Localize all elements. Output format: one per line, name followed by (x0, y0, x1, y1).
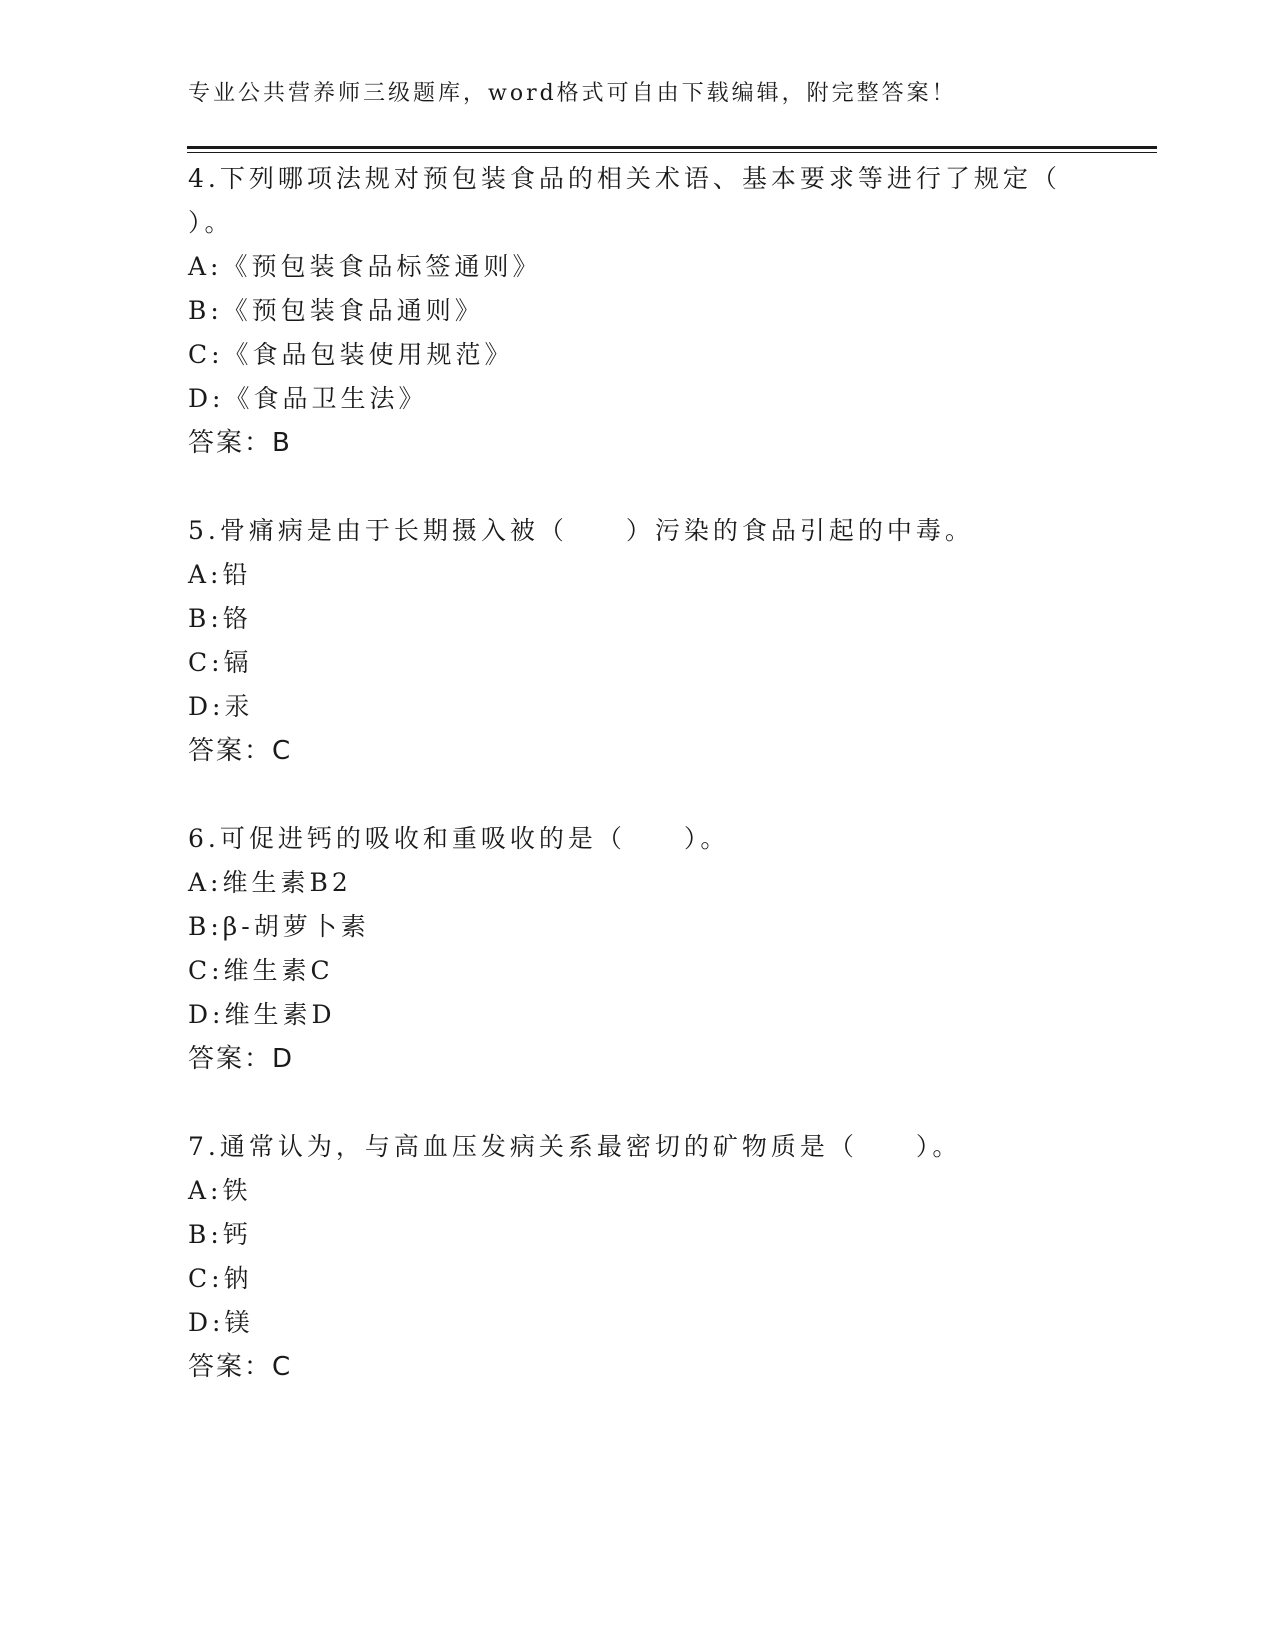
question-6-answer: 答案：D (188, 1044, 295, 1074)
question-5-option-d: D:汞 (188, 692, 254, 721)
question-7-answer: 答案：C (188, 1352, 293, 1382)
question-6-option-a: A:维生素B2 (188, 868, 352, 897)
page-header: 专业公共营养师三级题库，word格式可自由下载编辑，附完整答案！ (188, 81, 957, 106)
question-4-option-b: B:《预包装食品通则》 (188, 296, 484, 325)
question-4-option-c: C:《食品包装使用规范》 (188, 340, 514, 369)
question-7-stem: 7.通常认为，与高血压发病关系最密切的矿物质是（ ）。 (188, 1132, 962, 1161)
question-4-stem-line2: ）。 (188, 208, 234, 237)
question-4-option-a: A:《预包装食品标签通则》 (188, 252, 542, 281)
question-5-stem: 5.骨痛病是由于长期摄入被（ ）污染的食品引起的中毒。 (188, 516, 974, 545)
question-4-option-d: D:《食品卫生法》 (188, 384, 428, 413)
question-5-option-a: A:铅 (188, 560, 252, 589)
question-6-option-d: D:维生素D (188, 1000, 336, 1029)
question-7-option-b: B:钙 (188, 1220, 252, 1249)
question-7-option-c: C:钠 (188, 1264, 253, 1293)
question-7-option-a: A:铁 (188, 1176, 252, 1205)
question-4-stem-line1: 4.下列哪项法规对预包装食品的相关术语、基本要求等进行了规定（ (188, 164, 1061, 193)
question-4-answer: 答案：B (188, 428, 292, 458)
question-5-option-c: C:镉 (188, 648, 253, 677)
question-5-option-b: B:铬 (188, 604, 252, 633)
question-5-answer: 答案：C (188, 736, 293, 766)
header-divider-thin (187, 152, 1157, 153)
question-6-option-b: B:β-胡萝卜素 (188, 912, 370, 941)
question-7-option-d: D:镁 (188, 1308, 254, 1337)
header-divider-thick (187, 146, 1157, 149)
question-6-option-c: C:维生素C (188, 956, 334, 985)
question-6-stem: 6.可促进钙的吸收和重吸收的是（ ）。 (188, 824, 730, 853)
